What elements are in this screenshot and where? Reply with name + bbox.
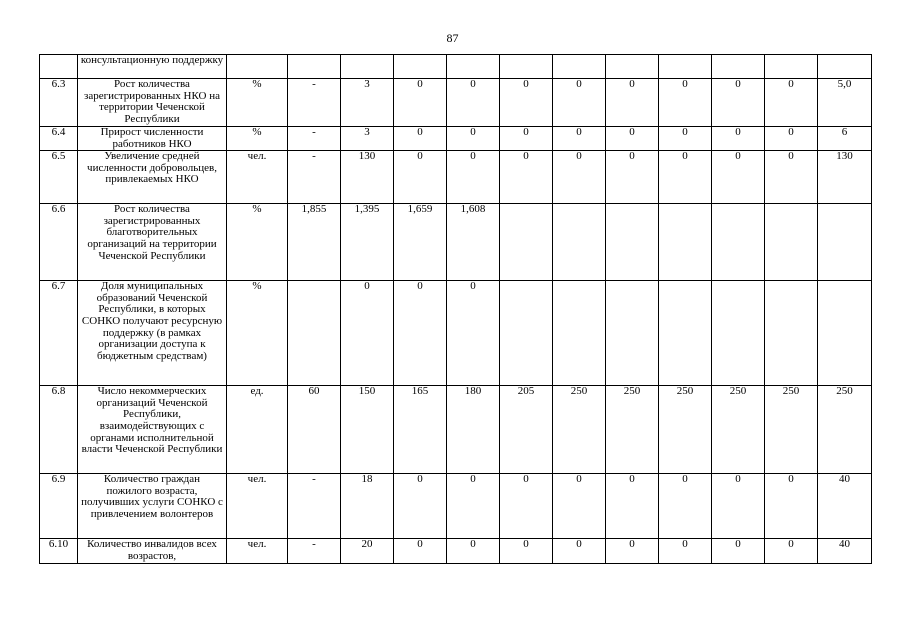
value-cell: 150 bbox=[341, 386, 394, 474]
value-cell bbox=[394, 55, 447, 79]
row-number-cell bbox=[40, 55, 78, 79]
row-number-cell: 6.10 bbox=[40, 539, 78, 564]
indicator-name-cell: Число некоммерческих организаций Чеченской Республики, взаимодействующих с органами исполнительной власти Чеченской Республики bbox=[78, 386, 227, 474]
value-cell bbox=[659, 204, 712, 281]
unit-cell: % bbox=[227, 79, 288, 127]
unit-cell: % bbox=[227, 281, 288, 386]
table-row bbox=[40, 474, 872, 539]
value-cell bbox=[818, 204, 872, 281]
value-cell bbox=[553, 281, 606, 386]
indicator-name-cell: Доля муниципальных образований Чеченской Республики, в которых СОНКО получают ресурсную поддержку (в рамках организации доступа к бюджетным средствам) bbox=[78, 281, 227, 386]
value-cell bbox=[765, 55, 818, 79]
value-cell: 3 bbox=[341, 127, 394, 151]
table-row bbox=[40, 151, 872, 204]
value-cell bbox=[288, 281, 341, 386]
value-cell: 250 bbox=[606, 386, 659, 474]
value-cell: 0 bbox=[447, 474, 500, 539]
table-row bbox=[40, 386, 872, 474]
value-cell: - bbox=[288, 151, 341, 204]
value-cell bbox=[606, 281, 659, 386]
row-number-cell: 6.3 bbox=[40, 79, 78, 127]
value-cell bbox=[341, 55, 394, 79]
value-cell: 0 bbox=[712, 539, 765, 564]
unit-cell: чел. bbox=[227, 539, 288, 564]
value-cell: 1,855 bbox=[288, 204, 341, 281]
value-cell: - bbox=[288, 539, 341, 564]
page-number: 87 bbox=[446, 31, 459, 45]
row-number-cell: 6.4 bbox=[40, 127, 78, 151]
value-cell: 0 bbox=[765, 474, 818, 539]
value-cell: 0 bbox=[712, 79, 765, 127]
value-cell: 0 bbox=[765, 127, 818, 151]
unit-cell: чел. bbox=[227, 151, 288, 204]
unit-cell: ед. bbox=[227, 386, 288, 474]
value-cell: 180 bbox=[447, 386, 500, 474]
value-cell: 0 bbox=[659, 151, 712, 204]
value-cell: 0 bbox=[659, 474, 712, 539]
value-cell: 0 bbox=[765, 79, 818, 127]
value-cell: 205 bbox=[500, 386, 553, 474]
value-cell: 0 bbox=[553, 539, 606, 564]
value-cell: 18 bbox=[341, 474, 394, 539]
value-cell: 0 bbox=[394, 281, 447, 386]
value-cell bbox=[447, 55, 500, 79]
value-cell bbox=[606, 55, 659, 79]
unit-cell bbox=[227, 55, 288, 79]
value-cell: 0 bbox=[553, 79, 606, 127]
value-cell: 0 bbox=[606, 474, 659, 539]
indicator-name-cell: Увеличение средней численности добровольцев, привлекаемых НКО bbox=[78, 151, 227, 204]
value-cell bbox=[765, 281, 818, 386]
value-cell: 0 bbox=[765, 151, 818, 204]
value-cell bbox=[712, 55, 765, 79]
value-cell: 250 bbox=[659, 386, 712, 474]
value-cell: 20 bbox=[341, 539, 394, 564]
value-cell: 1,659 bbox=[394, 204, 447, 281]
value-cell: 0 bbox=[447, 281, 500, 386]
table-row bbox=[40, 539, 872, 564]
value-cell: 0 bbox=[712, 474, 765, 539]
value-cell: 5,0 bbox=[818, 79, 872, 127]
value-cell: 0 bbox=[394, 539, 447, 564]
unit-cell: % bbox=[227, 204, 288, 281]
value-cell bbox=[765, 204, 818, 281]
value-cell bbox=[500, 204, 553, 281]
table-row bbox=[40, 204, 872, 281]
value-cell: 0 bbox=[500, 539, 553, 564]
value-cell bbox=[712, 281, 765, 386]
value-cell bbox=[606, 204, 659, 281]
value-cell bbox=[659, 281, 712, 386]
indicator-name-cell: консультационную поддержку bbox=[78, 55, 227, 79]
table-row bbox=[40, 281, 872, 386]
value-cell: 0 bbox=[394, 474, 447, 539]
table-row bbox=[40, 55, 872, 79]
value-cell: 0 bbox=[500, 474, 553, 539]
row-number-cell: 6.5 bbox=[40, 151, 78, 204]
value-cell: 0 bbox=[712, 127, 765, 151]
value-cell: 0 bbox=[341, 281, 394, 386]
value-cell: 250 bbox=[553, 386, 606, 474]
value-cell: 0 bbox=[765, 539, 818, 564]
value-cell: 0 bbox=[447, 151, 500, 204]
value-cell: 0 bbox=[659, 79, 712, 127]
row-number-cell: 6.6 bbox=[40, 204, 78, 281]
row-number-cell: 6.9 bbox=[40, 474, 78, 539]
value-cell: 0 bbox=[606, 539, 659, 564]
value-cell: 0 bbox=[659, 539, 712, 564]
value-cell: 130 bbox=[341, 151, 394, 204]
value-cell: 0 bbox=[394, 151, 447, 204]
value-cell: 40 bbox=[818, 539, 872, 564]
value-cell: 250 bbox=[712, 386, 765, 474]
value-cell: 0 bbox=[606, 151, 659, 204]
indicator-name-cell: Рост количества зарегистрированных НКО на территории Чеченской Республики bbox=[78, 79, 227, 127]
value-cell: 0 bbox=[659, 127, 712, 151]
unit-cell: % bbox=[227, 127, 288, 151]
value-cell: - bbox=[288, 474, 341, 539]
value-cell: 165 bbox=[394, 386, 447, 474]
value-cell: 3 bbox=[341, 79, 394, 127]
value-cell: 6 bbox=[818, 127, 872, 151]
table-row bbox=[40, 79, 872, 127]
value-cell: 0 bbox=[447, 539, 500, 564]
indicator-name-cell: Количество граждан пожилого возраста, получивших услуги СОНКО с привлечением волонтеров bbox=[78, 474, 227, 539]
value-cell: 60 bbox=[288, 386, 341, 474]
value-cell: 0 bbox=[553, 474, 606, 539]
indicator-name-cell: Количество инвалидов всех возрастов, bbox=[78, 539, 227, 564]
value-cell: 1,395 bbox=[341, 204, 394, 281]
value-cell: 0 bbox=[394, 127, 447, 151]
value-cell: - bbox=[288, 79, 341, 127]
unit-cell: чел. bbox=[227, 474, 288, 539]
value-cell: 0 bbox=[500, 151, 553, 204]
value-cell: 1,608 bbox=[447, 204, 500, 281]
value-cell: 250 bbox=[818, 386, 872, 474]
value-cell bbox=[288, 55, 341, 79]
value-cell: 0 bbox=[553, 127, 606, 151]
value-cell: 0 bbox=[553, 151, 606, 204]
value-cell: 130 bbox=[818, 151, 872, 204]
value-cell: 0 bbox=[447, 79, 500, 127]
indicator-name-cell: Рост количества зарегистрированных благотворительных организаций на территории Чеченской Республики bbox=[78, 204, 227, 281]
value-cell bbox=[818, 55, 872, 79]
value-cell bbox=[500, 281, 553, 386]
value-cell bbox=[553, 55, 606, 79]
table-row bbox=[40, 127, 872, 151]
value-cell: 0 bbox=[500, 79, 553, 127]
value-cell: 250 bbox=[765, 386, 818, 474]
value-cell: 0 bbox=[606, 127, 659, 151]
value-cell: - bbox=[288, 127, 341, 151]
indicator-name-cell: Прирост численности работников НКО bbox=[78, 127, 227, 151]
value-cell bbox=[712, 204, 765, 281]
value-cell bbox=[500, 55, 553, 79]
value-cell bbox=[553, 204, 606, 281]
row-number-cell: 6.7 bbox=[40, 281, 78, 386]
value-cell: 0 bbox=[712, 151, 765, 204]
row-number-cell: 6.8 bbox=[40, 386, 78, 474]
value-cell: 40 bbox=[818, 474, 872, 539]
value-cell: 0 bbox=[394, 79, 447, 127]
value-cell: 0 bbox=[447, 127, 500, 151]
value-cell bbox=[818, 281, 872, 386]
value-cell: 0 bbox=[606, 79, 659, 127]
value-cell: 0 bbox=[500, 127, 553, 151]
value-cell bbox=[659, 55, 712, 79]
indicators-table bbox=[39, 54, 872, 564]
